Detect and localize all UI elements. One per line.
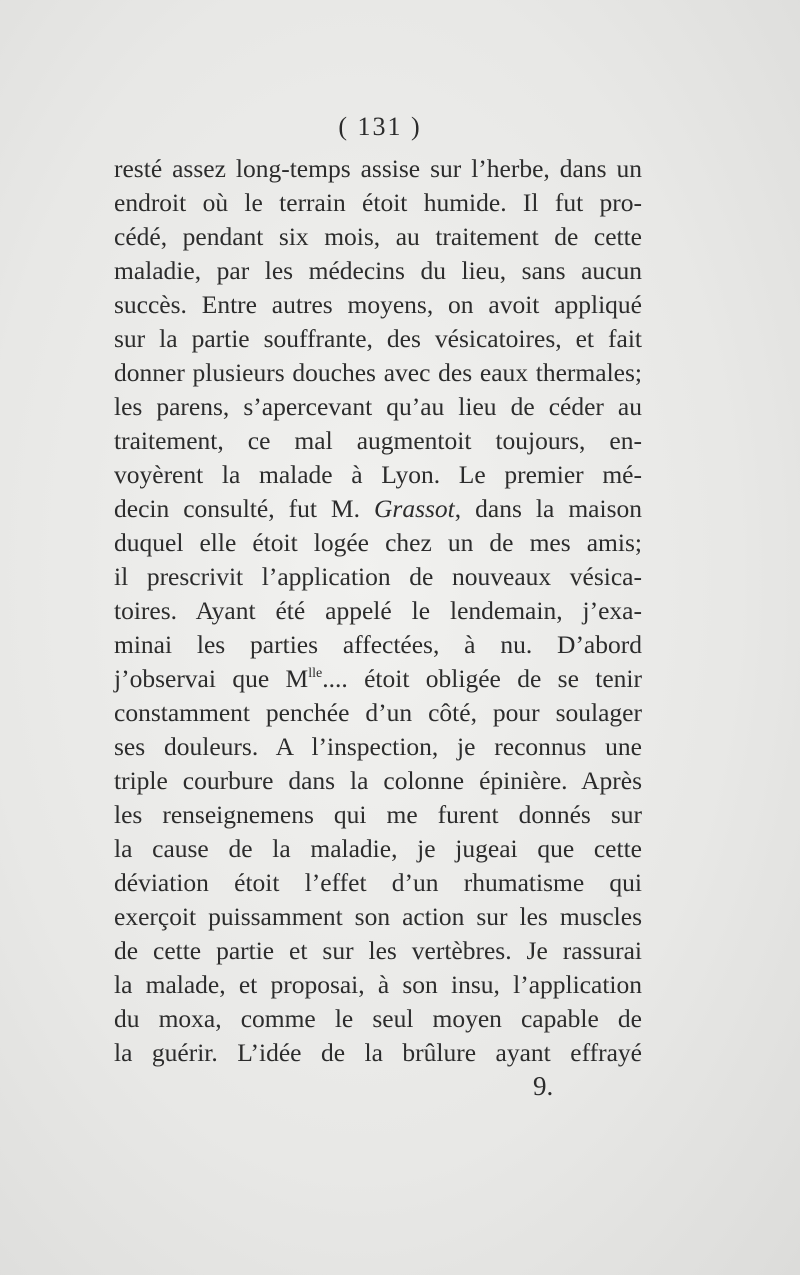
text-line: resté assez long-temps assise sur l’herbe, dans un <box>114 154 642 183</box>
text-line: déviation étoit l’effet d’un rhumatisme qui <box>114 868 642 897</box>
text-line: duquel elle étoit logée chez un de mes amis; <box>114 528 642 557</box>
text-line: exerçoit puissamment son action sur les muscles <box>114 902 642 931</box>
text-line: la guérir. L’idée de la brûlure ayant effrayé <box>114 1038 642 1067</box>
text-segment: j’observai que M <box>114 664 309 693</box>
text-line: constamment penchée d’un côté, pour soulager <box>114 698 642 727</box>
page-number: ( 131 ) <box>338 112 422 141</box>
superscript-abbrev: lle <box>308 666 323 681</box>
text-line: traitement, ce mal augmentoit toujours, en- <box>114 426 642 455</box>
text-line: du moxa, comme le seul moyen capable de <box>114 1004 642 1033</box>
text-line: minai les parties affectées, à nu. D’abord <box>114 630 642 659</box>
text-line: endroit où le terrain étoit humide. Il fut pro- <box>114 188 642 217</box>
text-line-mlle <box>114 662 642 696</box>
text-line: triple courbure dans la colonne épinière. Après <box>114 766 642 795</box>
signature-mark: 9. <box>533 1071 554 1101</box>
text-line: il prescrivit l’application de nouveaux vésica- <box>114 562 642 591</box>
person-name-italic: Grassot <box>374 494 455 523</box>
text-segment: decin consulté, fut M. <box>114 494 360 523</box>
body-text <box>114 152 642 1070</box>
text-line: toires. Ayant été appelé le lendemain, j’exa- <box>114 596 642 625</box>
text-line: maladie, par les médecins du lieu, sans aucun <box>114 256 642 285</box>
text-segment: .... étoit obligée de se tenir <box>322 664 642 693</box>
text-line: la cause de la maladie, je jugeai que cette <box>114 834 642 863</box>
text-line: cédé, pendant six mois, au traitement de cette <box>114 222 642 251</box>
text-line: voyèrent la malade à Lyon. Le premier mé- <box>114 460 642 489</box>
text-line: les parens, s’apercevant qu’au lieu de céder au <box>114 392 642 421</box>
text-line: donner plusieurs douches avec des eaux thermales; <box>114 358 642 387</box>
text-line: sur la partie souffrante, des vésicatoires, et fait <box>114 324 642 353</box>
text-line: succès. Entre autres moyens, on avoit appliqué <box>114 290 642 319</box>
text-line: la malade, et proposai, à son insu, l’application <box>114 970 642 999</box>
text-segment: , dans la maison <box>454 494 642 523</box>
text-line: ses douleurs. A l’inspection, je reconnus une <box>114 732 642 761</box>
text-line: les renseignemens qui me furent donnés sur <box>114 800 642 829</box>
text-line: de cette partie et sur les vertèbres. Je rassurai <box>114 936 642 965</box>
text-line-grassot <box>114 492 642 526</box>
